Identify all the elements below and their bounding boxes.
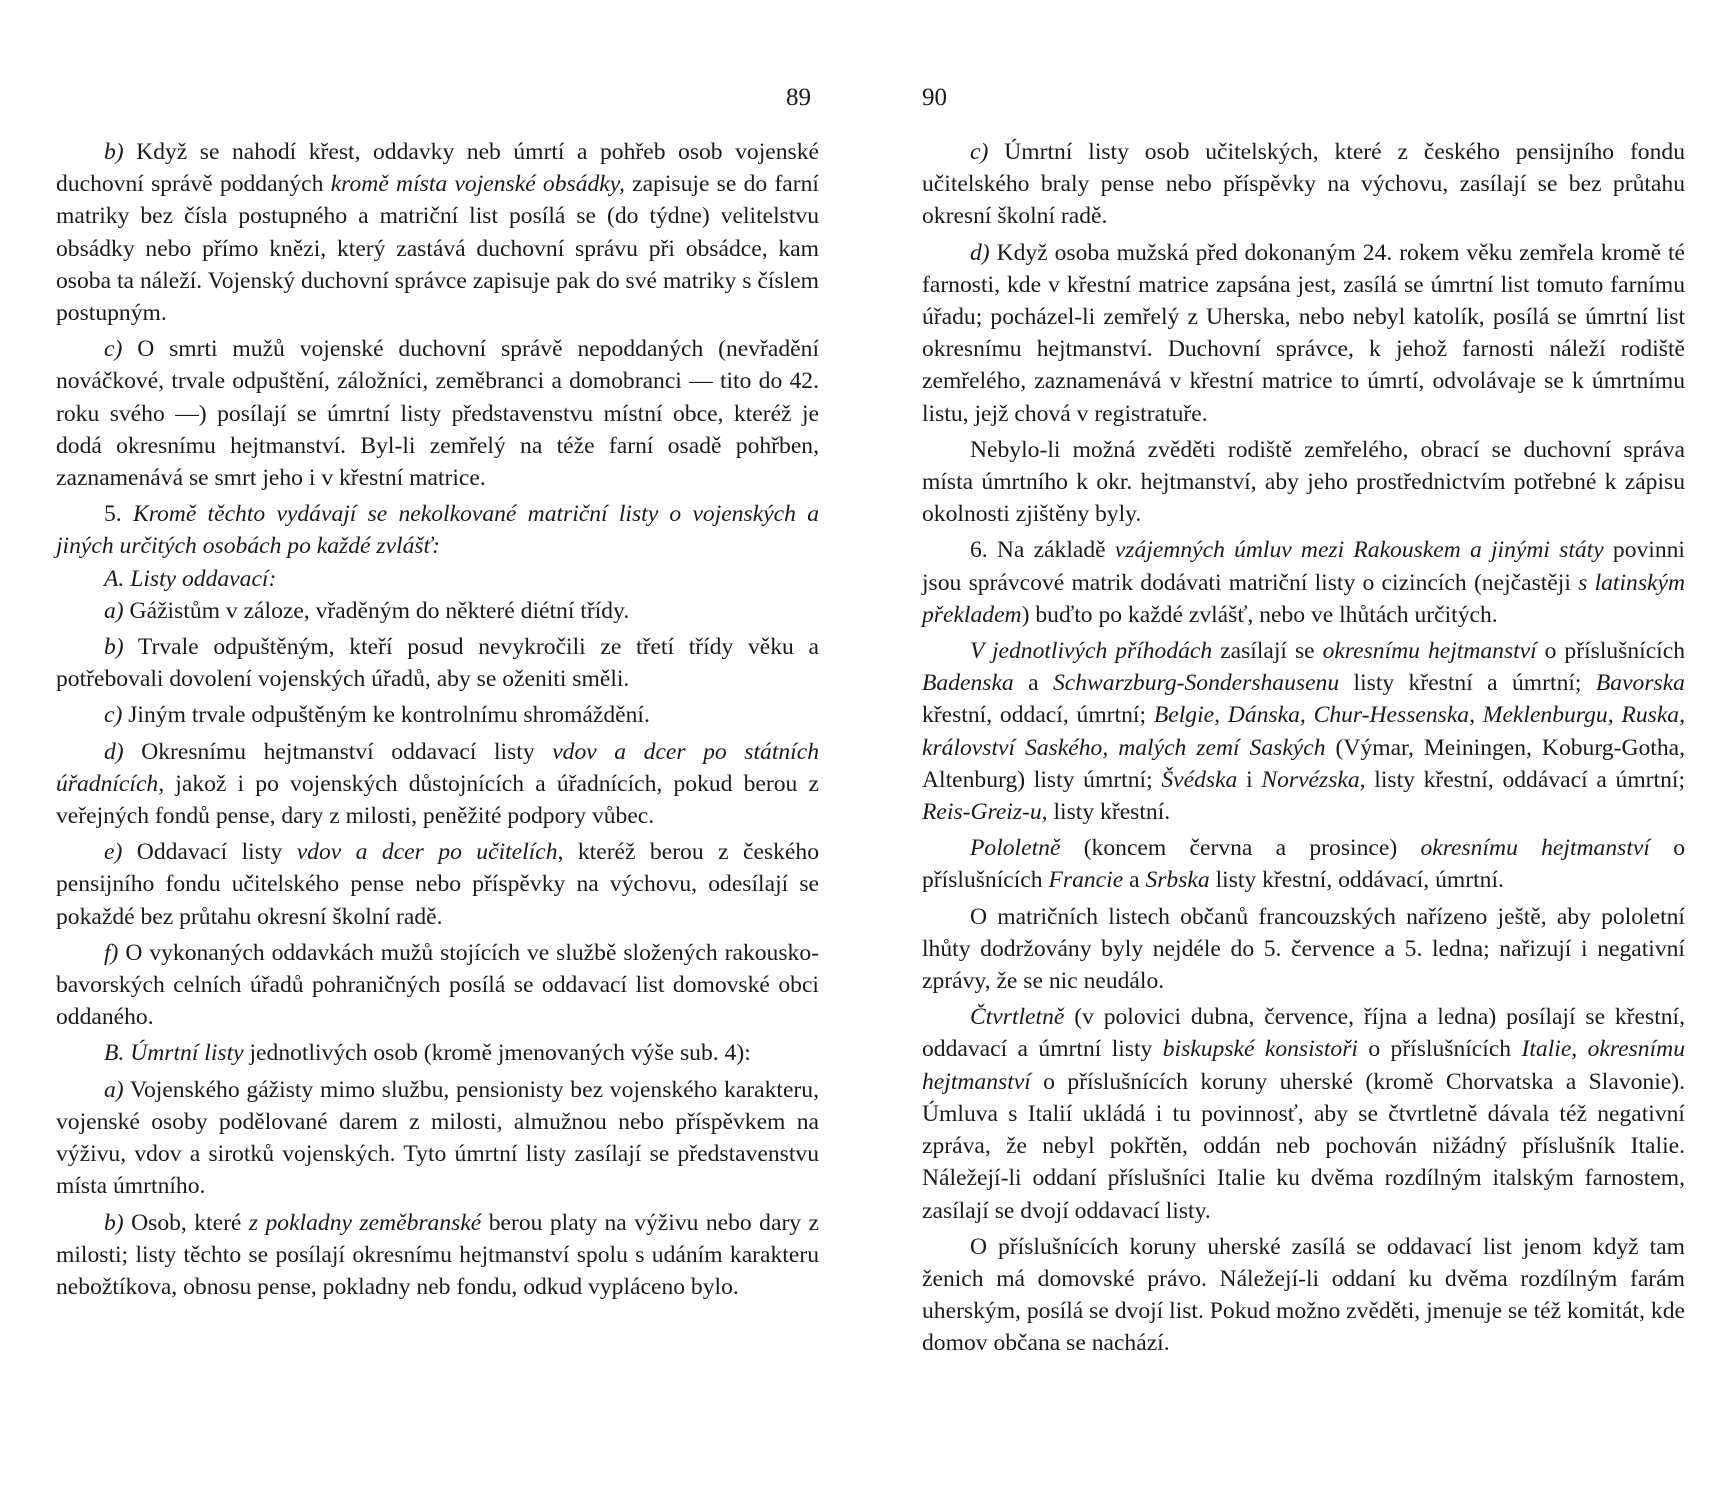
italic-text: Francie — [1048, 867, 1124, 894]
italic-text: z pokladny zeměbranské — [248, 1209, 482, 1236]
italic-text: biskupské konsistoři — [1162, 1036, 1358, 1063]
italic-text: vdov a dcer po učitelích, — [296, 839, 564, 866]
italic-text: a) — [104, 597, 124, 624]
italic-text: c) — [104, 336, 123, 363]
body-text: Gážistům v záloze, vřaděným do některé diétní třídy. — [123, 597, 630, 624]
italic-text: b) — [104, 634, 124, 661]
italic-text: Reis-Greiz-u, — [922, 799, 1048, 826]
italic-text: c) — [970, 139, 989, 165]
body-text: křestní, oddací, úmrtní; — [922, 702, 1154, 729]
paragraph — [56, 937, 819, 1034]
paragraph — [922, 434, 1685, 531]
body-text: listy křestní. — [1047, 799, 1171, 826]
italic-text: Belgie, Dánska, Chur-Hessenska, Meklenburgu, Ruska, království Saského, malých zemí Saských — [922, 702, 1685, 761]
body-text: O matričních listech občanů francouzských nařízeno ještě, aby pololetní lhůty dodržovány byly nejdéle do 5. července a 5. ledna; nařizují i negativní zprávy, že se nic neudálo. — [922, 903, 1685, 995]
italic-text: d) — [104, 738, 124, 765]
paragraph — [922, 1231, 1685, 1360]
italic-text: B. Úmrtní listy — [104, 1040, 244, 1067]
italic-text: a) — [104, 1076, 124, 1103]
italic-text: vzájemných úmluv mezi Rakouskem a jinými státy — [1114, 537, 1604, 564]
paragraph — [922, 635, 1685, 828]
italic-text: A. Listy oddavací: — [104, 565, 277, 592]
body-text: (Výmar, Meiningen, Koburg-Gotha, Altenburg) listy úmrtní; — [922, 734, 1686, 793]
paragraph — [56, 1207, 819, 1304]
italic-text: Srbska — [1145, 867, 1210, 894]
italic-text: Švédska — [1161, 766, 1238, 793]
italic-text: Pololetně — [970, 835, 1061, 862]
italic-text: d) — [970, 239, 990, 266]
italic-text: Kromě těchto vydávají se nekolkované matriční listy o vojenských a jiných určitých osobách po každé zvlášť: — [56, 501, 819, 560]
body-text: o příslušnících — [1357, 1036, 1522, 1063]
body-text: Nebylo-li možná zvěděti rodiště zemřelého, obrací se duchovní správa místa úmrtního k okr. hejtmanství, aby jeho prostřednictvím potřebné k zápisu okolnosti zjištěny byly. — [922, 436, 1685, 528]
paragraph — [56, 699, 819, 731]
page-number: 89 — [786, 84, 811, 111]
body-text: listy křestní, oddávací a úmrtní; — [1365, 766, 1685, 793]
body-text: 5. — [104, 501, 133, 528]
body-text: povinni jsou správcové matrik dodávati matriční listy o cizincích (nejčastěji — [922, 537, 1685, 596]
italic-text: Italie, okresnímu hejtmanství — [922, 1036, 1685, 1095]
body-text: a — [1123, 867, 1146, 894]
text-column — [922, 136, 1685, 1364]
body-text: O smrti mužů vojenské duchovní správě nepoddaných (nevřadění nováčkové, trvale odpuštění, záložníci, zeměbranci a domobranci — tito do 42. roku svého —) posílají se úmrtní listy představenstvu místní obce, kteréž je dodá okresnímu hejtmanství. Byl-li zemřelý na téže farní osadě pohřben, zaznamenává se smrt jeho i v křestní matrice. — [56, 336, 819, 492]
italic-text: f) — [104, 939, 119, 966]
body-text: Úmrtní listy osob učitelských, které z českého pensijního fondu učitelského braly pense nebo příspěvky na výchovu, zasílají se bez průtahu okresní školní radě. — [922, 139, 1685, 230]
paragraph — [56, 1037, 819, 1069]
italic-text: e) — [104, 839, 123, 866]
body-text: (koncem června a prosince) — [1060, 835, 1421, 862]
italic-text: vdov a dcer po státních úřadnících, — [56, 738, 820, 797]
paragraph — [922, 832, 1685, 896]
paragraph — [56, 1074, 819, 1203]
body-text: Když osoba mužská před dokonaným 24. rokem věku zemřela kromě té farnosti, kde v křestní matrice zapsána jest, zasílá se úmrtní list tomuto farnímu úřadu; pocházel-li zemřelý z Uherska, nebo nebyl katolík, posílá se úmrtní list okresnímu hejtmanství. Duchovní správce, k jehož farnosti náleží rodiště zemřelého, zaznamenává v křestní matrice to úmrtí, odvolávaje se k úmrtnímu listu, jejž chová v registratuře. — [922, 239, 1685, 427]
paragraph — [56, 836, 819, 933]
right-page — [866, 0, 1732, 1500]
paragraph — [56, 631, 819, 695]
italic-text: okresnímu hejtmanství — [1322, 638, 1537, 665]
paragraph — [56, 595, 819, 627]
body-text: Osob, které — [123, 1209, 249, 1236]
italic-text: Norvézska, — [1261, 766, 1366, 793]
paragraph — [922, 534, 1685, 631]
body-text: Trvale odpuštěným, kteří posud nevykročili ze třetí třídy věku a potřebovali dovolení vojenských úřadů, aby se oženiti směli. — [56, 634, 819, 693]
body-text: Vojenského gážisty mimo službu, pensionisty bez vojenského karakteru, vojenské osoby podělované darem z milosti, almužnou nebo příspěvkem na výživu, vdov a sirotků vojenských. Tyto úmrtní listy zasílají se představenstvu místa úmrtního. — [56, 1076, 819, 1200]
body-text: berou platy na výživu nebo dary z milosti; listy těchto se posílají okresnímu hejtmanství spolu s udáním karakteru nebožtíkova, obnosu pense, pokladny neb fondu, odkud vypláceno bylo. — [56, 1209, 820, 1300]
body-text: jakož i po vojenských důstojnících a úřadnících, pokud berou z veřejných fondů pense, dary z milosti, peněžité podpory vůbec. — [56, 770, 819, 830]
paragraph — [56, 136, 819, 329]
body-text: listy křestní, oddávací, úmrtní. — [1209, 867, 1504, 894]
page-number: 90 — [922, 84, 947, 111]
italic-text: s latinským překladem — [922, 569, 1685, 628]
paragraph — [922, 901, 1685, 998]
body-text: kteréž berou z českého pensijního fondu učitelského pense nebo příspěvky na výchovu, odesílají se pokaždé bez průtahu okresní školní radě. — [56, 839, 819, 930]
body-text: Když se nahodí křest, oddavky neb úmrtí a pohřeb osob vojenské duchovní správě poddaných — [56, 139, 819, 198]
body-text: Jiným trvale odpuštěným ke kontrolnímu shromáždění. — [122, 702, 650, 729]
paragraph — [922, 1001, 1685, 1226]
text-column — [56, 136, 819, 1307]
body-text: ) buďto po každé zvlášť, nebo ve lhůtách určitých. — [1021, 601, 1498, 628]
paragraph — [922, 237, 1685, 430]
paragraph — [56, 563, 819, 595]
italic-text: okresnímu hejtmanství — [1420, 835, 1650, 862]
paragraph — [56, 333, 819, 494]
paragraph — [56, 498, 819, 562]
body-text: zapisuje se do farní matriky bez čísla postupného a matriční list posílá se (do týdne) velitelstvu obsádky nebo přímo knězi, který zastává duchovní správu při obsádce, kam osoba ta náleží. Vojenský duchovní správce zapisuje pak do své matriky s číslem postupným. — [56, 171, 819, 327]
italic-text: b) — [104, 139, 124, 165]
body-text: i — [1237, 766, 1262, 793]
body-text: jednotlivých osob (kromě jmenovaných výše sub. 4): — [243, 1040, 751, 1067]
italic-text: kromě místa vojenské obsádky, — [330, 171, 625, 198]
body-text: 6. Na základě — [970, 537, 1115, 564]
italic-text: Bavorska — [1595, 670, 1685, 697]
italic-text: V jednotlivých příhodách — [970, 638, 1213, 665]
italic-text: b) — [104, 1209, 124, 1236]
italic-text: Badenska — [922, 670, 1014, 697]
body-text: Okresnímu hejtmanství oddavací listy — [123, 738, 553, 765]
italic-text: Čtvrtletně — [970, 1004, 1065, 1031]
body-text: o příslušnících koruny uherské (kromě Chorvatska a Slavonie). Úmluva s Italií ukládá i tu povinnosť, aby se čtvrtletně dávala též negativní zpráva, že nebyl pokřtěn, oddán neb pochován nižádný příslušník Italie. Náležejí-li oddaní příslušníci Italie ku dvěma rozdílným italským farnostem, zasílají se dvojí oddavací listy. — [922, 1068, 1685, 1224]
italic-text: c) — [104, 702, 123, 729]
body-text: o příslušnících — [1536, 638, 1686, 665]
body-text: (v polovici dubna, července, října a ledna) posílají se křestní, oddavací a úmrtní listy — [922, 1004, 1685, 1063]
body-text: a — [1013, 670, 1053, 697]
body-text: o příslušnících — [922, 835, 1685, 894]
italic-text: Schwarzburg-Sondershausenu — [1052, 670, 1340, 697]
body-text: Oddavací listy — [122, 839, 297, 866]
paragraph — [922, 136, 1685, 233]
paragraph — [56, 736, 819, 833]
body-text: listy křestní a úmrtní; — [1339, 670, 1596, 697]
body-text: O vykonaných oddavkách mužů stojících ve službě složených rakousko-bavorských celních úřadů pohraničných posílá se oddavací list domovské obci oddaného. — [56, 939, 819, 1031]
body-text: zasílají se — [1212, 638, 1323, 665]
body-text: O příslušnících koruny uherské zasílá se oddavací list jenom když tam ženich má domovské právo. Náležejí-li oddaní ku dvěma rozdílným farám uherským, posílá se dvojí list. Pokud možno zvěděti, jmenuje se též komitát, kde domov občana se nachází. — [922, 1233, 1685, 1357]
